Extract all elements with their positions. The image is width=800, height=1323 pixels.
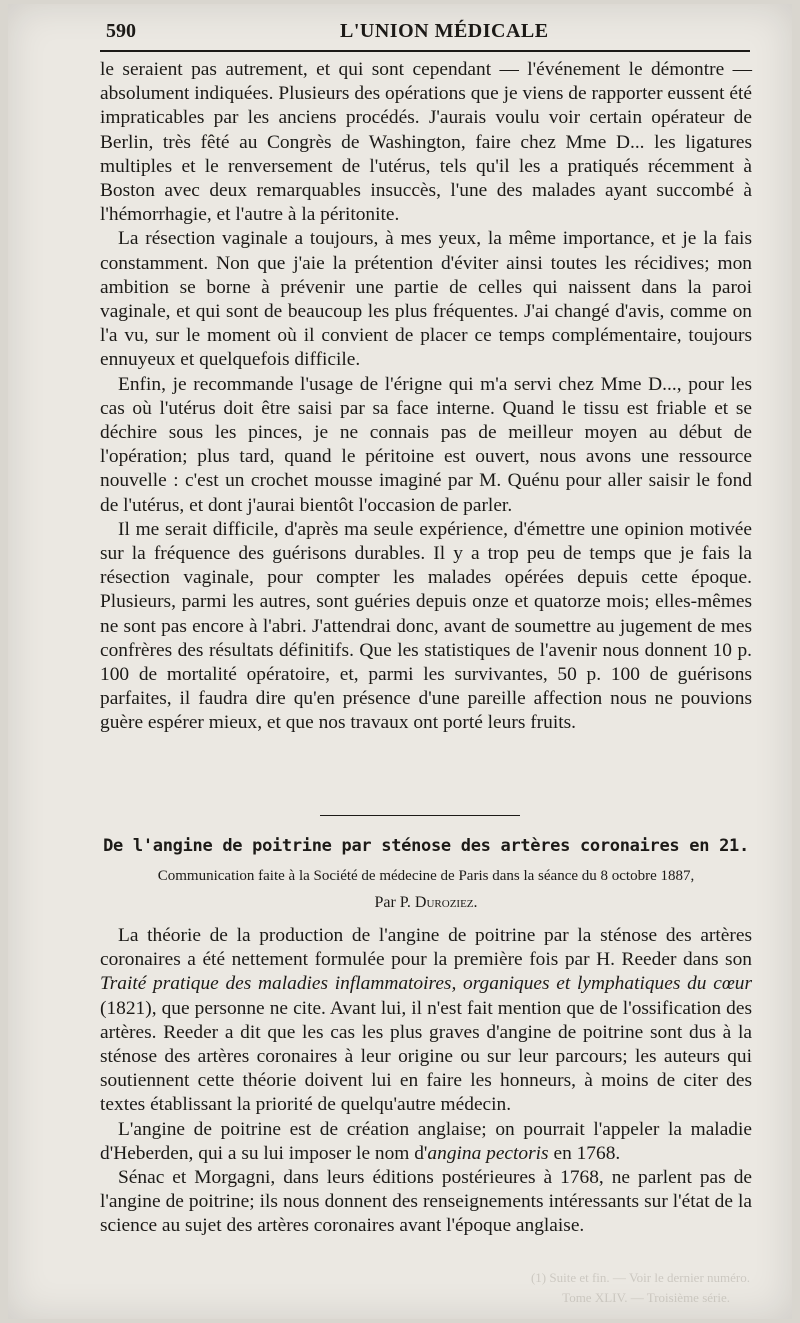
footer-note: (1) Suite et fin. — Voir le dernier numéro. [530, 1270, 750, 1285]
paragraph: La résection vaginale a toujours, à mes yeux, la même importance, et je la fais constamment. Non que j'aie la prétention d'éviter ainsi toutes les récidives; mon ambition se borne à prévenir une partie de celles qui naissent dans la paroi vaginale, et qui sont de beaucoup les plus fréquentes. J'ai changé d'avis, comme on l'a vu, sur le moment où il convient de placer ce temps complémentaire, toujours ennuyeux et quelquefois difficile. [100, 228, 752, 371]
paragraph: Il me serait difficile, d'après ma seule expérience, d'émettre une opinion motivée sur la fréquence des guérisons durables. Il y a trop peu de temps que je fais la résection vaginale, pour compter les malades opérées depuis cette époque. Plusieurs, parmi les autres, sont guéries depuis onze et quatorze mois; elles-mêmes ne sont pas encore à l'abri. J'attendrai donc, avant de soumettre au jugement de mes confrères des résultats définitifs. Que les statistiques de l'avenir nous donnent 10 p. 100 de mortalité opératoire, et, parmi les survivantes, 50 p. 100 de guérisons parfaites, il faudra dire qu'en présence d'une pareille affection nous ne pouvions guère espérer mieux, et que nos travaux ont porté leurs fruits. [100, 518, 752, 734]
bleed-through-footer [110, 1270, 750, 1310]
article-continuation [100, 58, 752, 736]
latin-term: angina pectoris [427, 1142, 549, 1164]
article-body [100, 924, 752, 1239]
footer-volume: Tome XLIV. — Troisième série. [562, 1290, 730, 1305]
author-line [100, 894, 752, 912]
section-separator [320, 815, 520, 816]
page-header [106, 14, 766, 48]
paragraph: Enfin, je recommande l'usage de l'érigne qui m'a servi chez Mme D..., pour les cas où l'utérus doit être saisi par sa face interne. Quand le tissu est friable et se déchire sous les pinces, je ne connais pas de meilleur moyen au début de l'opération; plus tard, quand le péritoine est ouvert, nous avons une ressource nouvelle : c'est un crochet mousse imaginé par M. Quénu pour aller saisir le fond de l'utérus, et dont j'aurai bientôt l'occasion de parler. [100, 373, 752, 516]
section-title: De l'angine de poitrine par sténose des artères coronaires en 21. [103, 836, 749, 856]
page-number: 590 [106, 20, 136, 42]
paragraph: La théorie de la production de l'angine de poitrine par la sténose des artères coronaires a été nettement formulée pour la première fois par H. Reeder dans son Traité pratique des maladies inflammatoires, organiques et lymphatiques du cœur (1821), que personne ne cite. Avant lui, il n'est fait mention que de l'ossification des artères. Reeder a dit que les cas les plus graves d'angine de poitrine sont dus à la sténose des artères coronaires à leur origine ou sur leur parcours; les auteurs qui soutiennent cette théorie doivent lui en faire les honneurs, à moins de citer des textes établissant la priorité de quelqu'autre médecin. [100, 925, 752, 1116]
book-title: Traité pratique des maladies inflammatoires, organiques et lymphatiques du cœur [100, 973, 752, 995]
running-title: L'UNION MÉDICALE [340, 20, 549, 42]
author-prefix: Par P. [374, 894, 411, 911]
author-name: Duroziez. [414, 894, 478, 911]
paragraph: Sénac et Morgagni, dans leurs éditions postérieures à 1768, ne parlent pas de l'angine de poitrine; ils nous donnent des renseignements intéressants sur l'état de la science au sujet des artères coronaires avant l'époque anglaise. [100, 1167, 752, 1237]
section-subtitle: Communication faite à la Société de médecine de Paris dans la séance du 8 octobre 1887, [157, 868, 695, 884]
paragraph: le seraient pas autrement, et qui sont cependant — l'événement le démontre — absolument indiquées. Plusieurs des opérations que je viens de rapporter eussent été impraticables par les anciens procédés. J'aurais voulu voir certain opérateur de Berlin, très fêté au Congrès de Washington, faire chez Mme D... les ligatures multiples et le renversement de l'utérus, tels qu'il les a pratiqués récemment à Boston avec deux remarquables insuccès, l'une des malades ayant succombé à l'hémorrhagie, et l'autre à la péritonite. [100, 59, 752, 226]
paragraph: L'angine de poitrine est de création anglaise; on pourrait l'appeler la maladie d'Heberden, qui a su lui imposer le nom d'angina pectoris en 1768. [100, 1118, 752, 1164]
header-rule [100, 50, 750, 52]
